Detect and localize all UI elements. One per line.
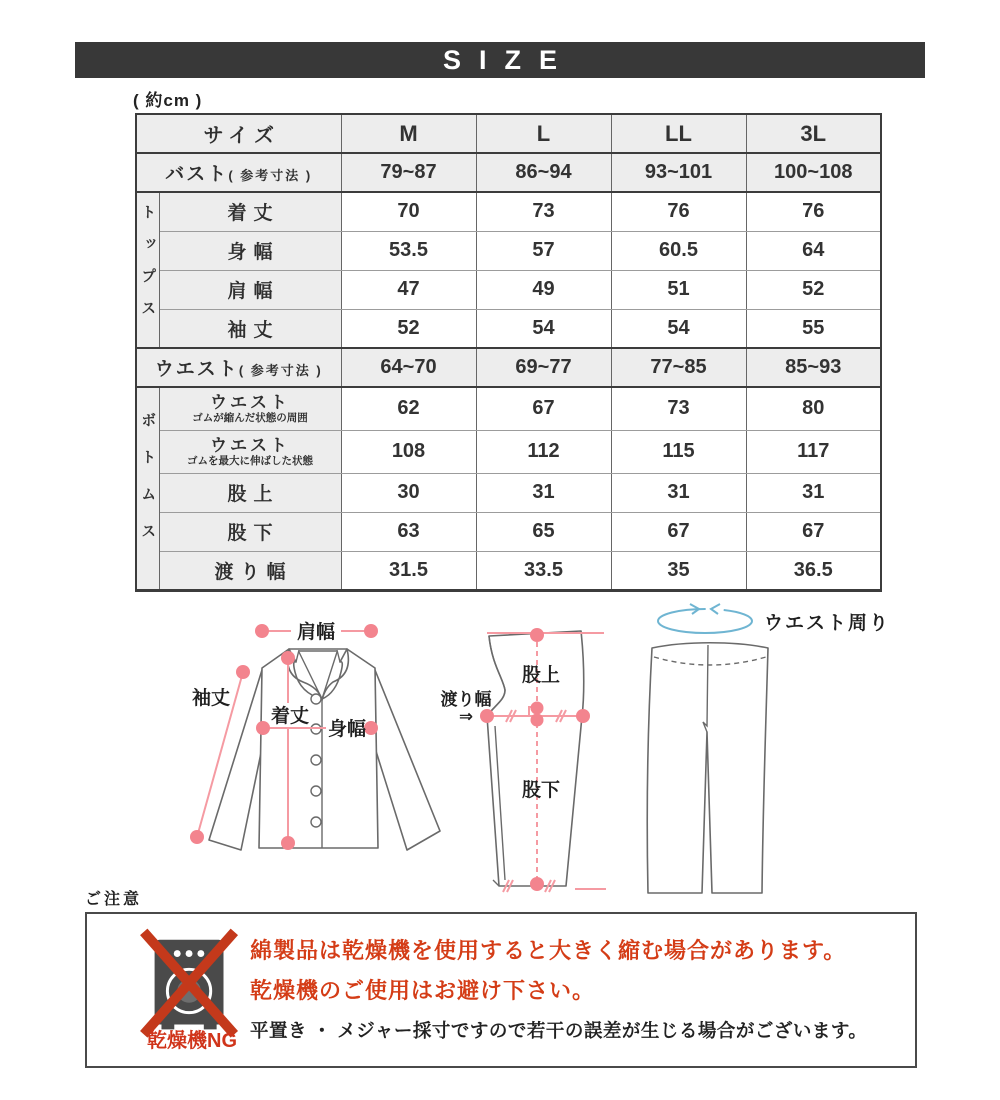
caution-line-3: 平置き ・ メジャー採寸ですので若干の誤差が生じる場合がございます。 [250,1020,868,1041]
measurement-diagrams [140,595,910,910]
bust-l: 86~94 [476,153,611,192]
bust-3l: 100~108 [746,153,881,192]
bust-row [136,153,881,192]
cell: 77~85 [611,348,746,387]
cell: 30 [341,473,476,512]
cell: 52 [341,309,476,348]
bottoms-label-3: 股上 [159,473,341,512]
cell: 69~77 [476,348,611,387]
cell: 31 [476,473,611,512]
tops-label-1: 着丈 [159,192,341,231]
cell: 31 [611,473,746,512]
cell: 35 [611,551,746,590]
pants-side-diagram [441,628,607,892]
cell: 70 [341,192,476,231]
bottoms-label-5: 渡り幅 [159,551,341,590]
tops-label-4: 袖丈 [159,309,341,348]
table-header-row [136,114,881,153]
bust-m: 79~87 [341,153,476,192]
cell: 73 [611,387,746,430]
waist-label: ウエスト( 参考寸法 ) [136,348,341,387]
cell: 85~93 [746,348,881,387]
cell: 112 [476,430,611,473]
bottoms-row-3 [136,473,881,512]
cell: 52 [746,270,881,309]
cell: 49 [476,270,611,309]
thigh-width-arrow: ⇒ [458,707,474,726]
bottoms-row-5 [136,551,881,590]
cell: 33.5 [476,551,611,590]
cell: 65 [476,512,611,551]
cell: 108 [341,430,476,473]
cell: 117 [746,430,881,473]
col-head-ll: LL [611,114,746,153]
caution-heading: ご注意 [85,891,143,908]
cell: 47 [341,270,476,309]
waist-around-label: ウエスト周り [764,613,891,634]
cell: 76 [611,192,746,231]
unit-note: ( 約cm ) [133,91,203,110]
tops-row-4 [136,309,881,348]
cell: 67 [476,387,611,430]
col-head-l: L [476,114,611,153]
shoulder-width-label: 肩幅 [296,622,336,643]
cell: 80 [746,387,881,430]
tops-row-1 [136,192,881,231]
body-width-label: 身幅 [327,719,367,740]
caution-box [85,912,917,1068]
waist-row [136,348,881,387]
caution-line-2: 乾燥機のご使用はお避け下さい。 [250,978,596,1003]
dryer-ng-label: 乾燥機NG [147,1030,237,1052]
tops-label-3: 肩幅 [159,270,341,309]
tops-row-2 [136,231,881,270]
bust-ll: 93~101 [611,153,746,192]
cell: 31.5 [341,551,476,590]
bottoms-row-2 [136,430,881,473]
caution-line-1: 綿製品は乾燥機を使用すると大きく縮む場合があります。 [250,938,847,963]
cell: 62 [341,387,476,430]
cell: 31 [746,473,881,512]
rise-label: 股上 [521,665,561,686]
bottoms-label-1: ウエスト ゴムが縮んだ状態の周囲 [159,387,341,430]
cell: 64~70 [341,348,476,387]
cell: 54 [476,309,611,348]
bottoms-group: ボトムス [136,387,159,590]
corner-label: サイズ [136,114,341,153]
cell: 51 [611,270,746,309]
cell: 76 [746,192,881,231]
cell: 63 [341,512,476,551]
shirt-diagram [190,620,440,850]
bottoms-label-4: 股下 [159,512,341,551]
bottoms-label-2: ウエスト ゴムを最大に伸ばした状態 [159,430,341,473]
size-banner: SIZE [75,42,925,78]
col-head-m: M [341,114,476,153]
size-table [135,113,882,592]
cell: 36.5 [746,551,881,590]
cell: 55 [746,309,881,348]
col-head-3l: 3L [746,114,881,153]
bust-label: バスト( 参考寸法 ) [136,153,341,192]
pants-front-diagram [647,604,890,893]
cell: 64 [746,231,881,270]
bottoms-row-4 [136,512,881,551]
cell: 67 [611,512,746,551]
cell: 54 [611,309,746,348]
cell: 67 [746,512,881,551]
cell: 73 [476,192,611,231]
cell: 115 [611,430,746,473]
cell: 57 [476,231,611,270]
inseam-label: 股下 [521,780,561,801]
cell: 53.5 [341,231,476,270]
body-length-label: 着丈 [270,706,310,727]
bottoms-row-1 [136,387,881,430]
tops-row-3 [136,270,881,309]
sleeve-length-label: 袖丈 [191,688,231,709]
tops-group: トップス [136,192,159,348]
tops-label-2: 身幅 [159,231,341,270]
thigh-width-label: 渡り幅 [440,690,492,709]
cell: 60.5 [611,231,746,270]
